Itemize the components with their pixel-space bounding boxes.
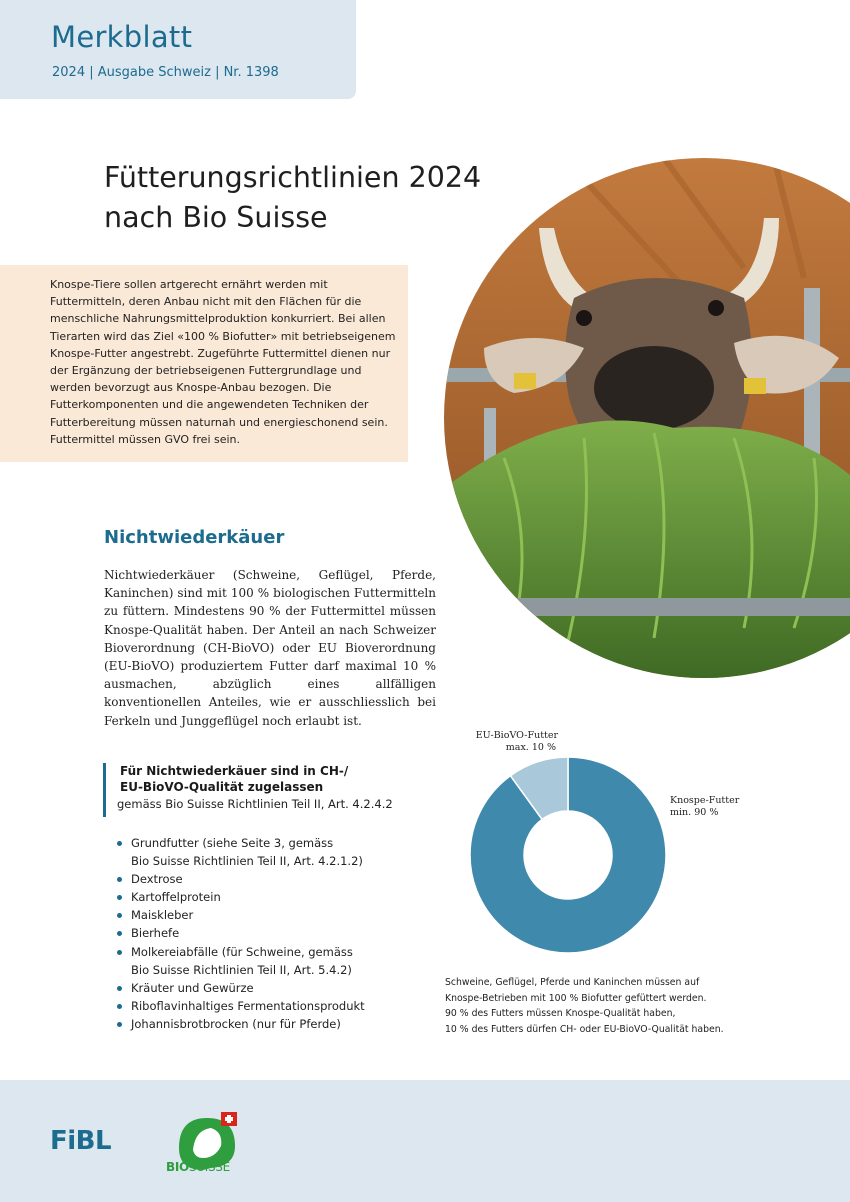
title-line-2: nach Bio Suisse: [104, 201, 328, 234]
intro-text: Knospe-Tiere sollen artgerecht ernährt werden mit Futtermitteln, deren Anbau nicht mit den Flächen für die menschliche Nahrungsmittelproduktion konkurriert. Bei allen Tierarten wird das Ziel «100 % Biofutter» mit betriebseigenem Knospe-Futter angestrebt. Zugeführte Futtermittel dienen nur der Ergänzung der betriebseigenen Futtergrundlage und werden bevorzugt aus Knospe-Anbau bezogen. Die Futterkomponenten und die angewendeten Techniken der Futterbereitung müssen naturnah und energieschonend sein. Futtermittel müssen GVO frei sein.: [50, 278, 396, 446]
page-title: [104, 158, 524, 238]
section-heading: Nichtwiederkäuer: [104, 527, 285, 548]
chart-caption: Schweine, Geflügel, Pferde und Kaninchen müssen auf Knospe-Betrieben mit 100 % Biofutter gefüttert werden. 90 % des Futters müssen Knospe-Qualität haben, 10 % des Futters dürfen CH- oder EU-BioVO-Qualität haben.: [445, 977, 724, 1035]
list-item: Kartoffelprotein: [117, 888, 417, 906]
footer: [0, 1080, 850, 1202]
bio-suisse-wordmark: BIOSUISSE: [166, 1160, 230, 1174]
list-item: Molkereiabfälle (für Schweine, gemäss Bio Suisse Richtlinien Teil II, Art. 5.4.2): [117, 943, 417, 979]
list-item: Grundfutter (siehe Seite 3, gemäss Bio Suisse Richtlinien Teil II, Art. 4.2.1.2): [117, 834, 417, 870]
label-eu-line2: max. 10 %: [505, 742, 556, 753]
list-item: Maiskleber: [117, 906, 417, 924]
title-line-1: Fütterungsrichtlinien 2024: [104, 161, 482, 194]
fibl-logo: FiBL: [50, 1126, 112, 1156]
list-item: Dextrose: [117, 870, 417, 888]
label-knospe-line1: Knospe-Futter: [670, 795, 740, 806]
section-body: Nichtwiederkäuer (Schweine, Geflügel, Pferde, Kaninchen) sind mit 100 % biologischen Futtermitteln zu füttern. Mindestens 90 % der Futtermittel müssen Knospe-Qualität haben. Der Anteil an nach Schweizer Bioverordnung (CH-BioVO) oder EU Bioverordnung (EU-BioVO) produziertem Futter darf maximal 10 % ausmachen, abzüglich eines allfälligen konventionellen Anteiles, wie er ausschliesslich bei Ferkeln und Junggeflügel noch erlaubt ist.: [104, 568, 436, 728]
list-item: Kräuter und Gewürze: [117, 979, 417, 997]
list-heading-line-2: EU-BioVO-Qualität zugelassen: [120, 780, 324, 794]
list-subheading: gemäss Bio Suisse Richtlinien Teil II, Art. 4.2.4.2: [117, 797, 393, 811]
list-item: Riboflavinhaltiges Fermentationsprodukt: [117, 997, 417, 1015]
header-title: Merkblatt: [51, 20, 193, 54]
allowed-feed-list: [117, 834, 417, 1033]
donut-chart: [430, 725, 830, 965]
header-subtitle: 2024 | Ausgabe Schweiz | Nr. 1398: [52, 65, 279, 80]
label-eu-line1: EU-BioVO-Futter: [475, 730, 558, 741]
list-item: Bierhefe: [117, 924, 417, 942]
list-heading-line-1: Für Nichtwiederkäuer sind in CH-/: [120, 764, 349, 778]
label-knospe-line2: min. 90 %: [670, 807, 719, 818]
list-item: Johannisbrotbrocken (nur für Pferde): [117, 1015, 417, 1033]
